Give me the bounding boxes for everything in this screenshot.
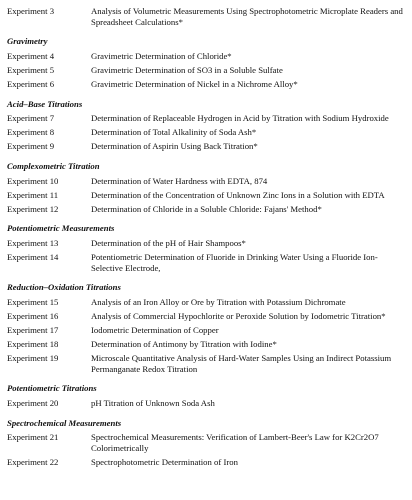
experiment-label: Experiment 6 <box>7 78 55 89</box>
experiment-label: Experiment 10 <box>7 175 59 186</box>
section-heading: Potentiometric Measurements <box>7 223 115 234</box>
section-heading: Potentiometric Titrations <box>7 383 97 394</box>
experiment-title: Determination of the Concentration of Unknown Zinc Ions in a Solution with EDTA <box>91 189 385 200</box>
experiment-entry <box>7 339 407 350</box>
experiment-entry <box>7 204 407 215</box>
experiment-entry <box>7 297 407 308</box>
sections-container <box>7 36 407 467</box>
section-heading: Complexometric Titration <box>7 160 100 171</box>
experiment-entry <box>7 176 407 187</box>
experiment-title: Determination of Chloride in a Soluble Chloride: Fajans' Method* <box>91 203 322 214</box>
experiment-entry <box>7 6 407 27</box>
experiment-title: Gravimetric Determination of SO3 in a Soluble Sulfate <box>91 64 283 75</box>
experiment-label: Experiment 8 <box>7 127 55 138</box>
experiment-title: Analysis of Volumetric Measurements Using Spectrophotometric Microplate Readers and Spreadsheet Calculations* <box>91 6 403 27</box>
experiment-label: Experiment 3 <box>7 6 55 16</box>
experiment-entry <box>7 457 407 468</box>
experiment-title: Analysis of an Iron Alloy or Ore by Titration with Potassium Dichromate <box>91 296 346 307</box>
experiment-label: Experiment 20 <box>7 397 59 408</box>
experiment-entry <box>7 51 407 62</box>
section-heading: Reduction–Oxidation Titrations <box>7 282 121 293</box>
experiment-entry <box>7 65 407 76</box>
experiment-label: Experiment 18 <box>7 339 59 350</box>
experiment-entry <box>7 311 407 322</box>
experiment-label: Experiment 7 <box>7 113 55 124</box>
experiment-entry <box>7 127 407 138</box>
experiment-title: Potentiometric Determination of Fluoride in Drinking Water Using a Fluoride Ion-Selective Electrode, <box>91 252 378 273</box>
experiment-label: Experiment 22 <box>7 456 59 467</box>
experiment-title: Iodometric Determination of Copper <box>91 324 219 335</box>
experiment-entry <box>7 190 407 201</box>
experiment-label: Experiment 19 <box>7 353 59 364</box>
experiment-entry <box>7 325 407 336</box>
experiment-label: Experiment 14 <box>7 252 59 262</box>
experiment-label: Experiment 12 <box>7 203 59 214</box>
experiment-label: Experiment 21 <box>7 432 59 443</box>
section-heading: Spectrochemical Measurements <box>7 417 122 428</box>
experiment-list-document <box>7 6 407 467</box>
experiment-label: Experiment 4 <box>7 50 55 61</box>
experiment-entry <box>7 141 407 152</box>
experiment-label: Experiment 9 <box>7 141 55 152</box>
experiment-title: Microscale Quantitative Analysis of Hard-Water Samples Using an Indirect Potassium Permanganate Redox Titration <box>91 353 392 374</box>
experiment-entry <box>7 432 407 453</box>
experiment-label: Experiment 17 <box>7 324 59 335</box>
experiment-title: Determination of the pH of Hair Shampoos* <box>91 237 246 248</box>
experiment-entry <box>7 252 407 273</box>
experiment-title: Determination of Aspirin Using Back Titration* <box>91 141 258 152</box>
experiment-title: Spectrochemical Measurements: Verification of Lambert-Beer's Law for K2Cr2O7 Colorimetrically <box>91 432 379 453</box>
experiment-entry <box>7 398 407 409</box>
experiment-title: Determination of Antimony by Titration with Iodine* <box>91 339 277 350</box>
experiment-label: Experiment 11 <box>7 189 59 200</box>
section-heading: Acid–Base Titrations <box>7 98 83 109</box>
experiment-title: Determination of Water Hardness with EDTA, 874 <box>91 175 268 186</box>
experiment-title: pH Titration of Unknown Soda Ash <box>91 397 215 408</box>
experiment-title: Determination of Replaceable Hydrogen in Acid by Titration with Sodium Hydroxide <box>91 113 389 124</box>
experiment-title: Determination of Total Alkalinity of Soda Ash* <box>91 127 257 138</box>
experiment-title: Analysis of Commercial Hypochlorite or Peroxide Solution by Iodometric Titration* <box>91 310 386 321</box>
experiment-label: Experiment 16 <box>7 310 59 321</box>
experiment-entry <box>7 79 407 90</box>
experiment-title: Gravimetric Determination of Chloride* <box>91 50 232 61</box>
experiment-label: Experiment 5 <box>7 64 55 75</box>
experiment-title: Gravimetric Determination of Nickel in a Nichrome Alloy* <box>91 78 298 89</box>
experiment-entry <box>7 353 407 374</box>
experiment-title: Spectrophotometric Determination of Iron <box>91 456 238 467</box>
experiment-label: Experiment 13 <box>7 237 59 248</box>
section-heading: Gravimetry <box>7 36 48 47</box>
experiment-entry <box>7 238 407 249</box>
experiment-label: Experiment 15 <box>7 296 59 307</box>
experiment-entry <box>7 113 407 124</box>
